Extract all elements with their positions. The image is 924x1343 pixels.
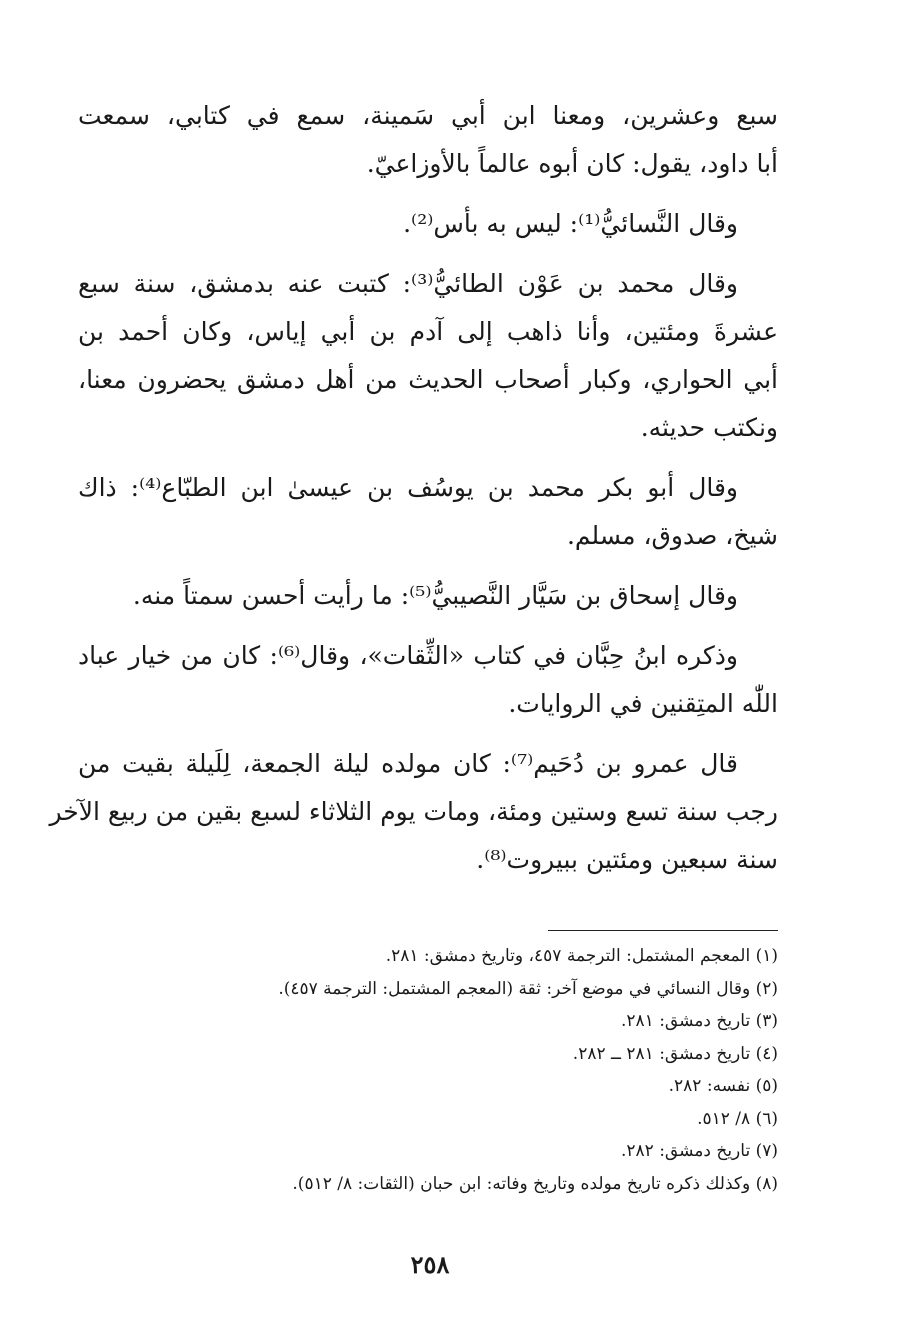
footnote-separator — [548, 930, 778, 931]
text-line: رجب سنة تسع وستين ومئة، ومات يوم الثلاثاء لسبع بقين من ربيع الآخر — [49, 797, 778, 826]
footnote-4: (٤) تاريخ دمشق: ٢٨١ ــ ٢٨٢. — [572, 1043, 778, 1064]
text-line: وقال محمد بن عَوْن الطائيُّ⁽³⁾: كتبت عنه بدمشق، سنة سبع — [78, 269, 738, 298]
main-text — [49, 92, 778, 896]
text-line: وقال أبو بكر محمد بن يوسُف بن عيسىٰ ابن الطبّاع⁽⁴⁾: ذاك — [78, 473, 738, 502]
footnote-8: (٨) وكذلك ذكره تاريخ مولده وتاريخ وفاته: ابن حبان (الثقات: ٨/ ٥١٢). — [292, 1173, 778, 1194]
paragraph-2 — [78, 200, 778, 248]
paragraph-5 — [78, 572, 778, 620]
text-line: شيخ، صدوق، مسلم. — [566, 521, 778, 550]
text-line: اللّٰه المتِقنين في الروايات. — [508, 689, 778, 718]
footnotes — [78, 940, 778, 1200]
paragraph-3 — [78, 260, 778, 452]
text-line: قال عمرو بن دُحَيم⁽⁷⁾: كان مولده ليلة الجمعة، لِلَيلة بقيت من — [78, 749, 738, 778]
paragraph-7 — [49, 740, 778, 884]
text-line: وقال إسحاق بن سَيَّار النَّصيبيُّ⁽⁵⁾: ما رأيت أحسن سمتاً منه. — [132, 581, 738, 610]
text-line: أبا داود، يقول: كان أبوه عالماً بالأوزاعيّ. — [366, 149, 778, 178]
text-line: وقال النَّسائيُّ⁽¹⁾: ليس به بأس⁽²⁾. — [403, 209, 738, 238]
footnote-7: (٧) تاريخ دمشق: ٢٨٢. — [620, 1141, 778, 1161]
paragraph-1 — [78, 92, 778, 188]
text-line: وذكره ابنُ حِبَّان في كتاب «الثِّقات»، وقال⁽⁶⁾: كان من خيار عباد — [78, 641, 738, 670]
footnote-1: (١) المعجم المشتمل: الترجمة ٤٥٧، وتاريخ دمشق: ٢٨١. — [385, 946, 778, 966]
text-line: ونكتب حديثه. — [640, 413, 778, 442]
text-line: عشرةَ ومئتين، وأنا ذاهب إلى آدم بن أبي إياس، وكان أحمد بن — [78, 317, 778, 346]
paragraph-4 — [78, 464, 778, 560]
footnote-5: (٥) نفسه: ٢٨٢. — [668, 1076, 778, 1096]
paragraph-6 — [78, 632, 778, 728]
footnote-3: (٣) تاريخ دمشق: ٢٨١. — [620, 1011, 778, 1031]
page-number: ٢٥٨ — [410, 1250, 450, 1279]
text-line: سنة سبعين ومئتين ببيروت⁽⁸⁾. — [476, 845, 778, 874]
footnote-2: (٢) وقال النسائي في موضع آخر: ثقة (المعجم المشتمل: الترجمة ٤٥٧). — [278, 978, 778, 999]
text-line: سبع وعشرين، ومعنا ابن أبي سَمينة، سمع في كتابي، سمعت — [78, 101, 778, 130]
footnote-6: (٦) ٨/ ٥١٢. — [697, 1108, 778, 1129]
text-line: أبي الحواري، وكبار أصحاب الحديث من أهل دمشق يحضرون معنا، — [78, 365, 778, 394]
